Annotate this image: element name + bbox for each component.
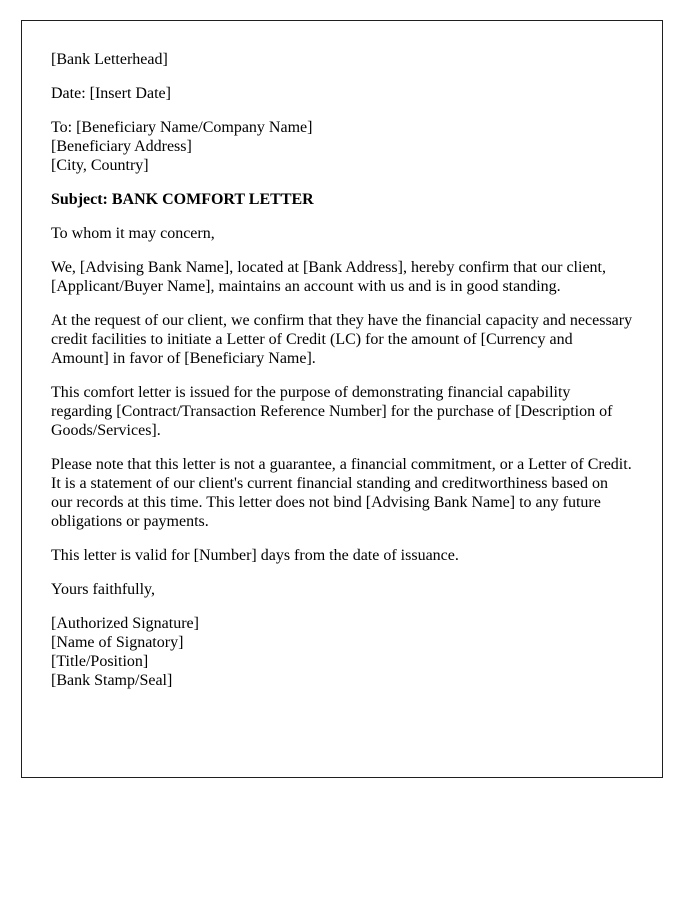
- body-paragraph-confirmation: We, [Advising Bank Name], located at [Bank Address], hereby confirm that our client, [Applicant/Buyer Name], maintains an account with us and is in good standing.: [51, 259, 606, 295]
- letter-document: [21, 20, 663, 778]
- subject-line: Subject: BANK COMFORT LETTER: [51, 191, 314, 208]
- body-paragraph-disclaimer: Please note that this letter is not a guarantee, a financial commitment, or a Letter of Credit. It is a statement of our client's current financial standing and creditworthiness based on our records at this time. This letter does not bind [Advising Bank Name] to any future obligations or payments.: [51, 456, 632, 530]
- body-paragraph-purpose: This comfort letter is issued for the purpose of demonstrating financial capability regarding [Contract/Transaction Reference Number] for the purchase of [Description of Goods/Services].: [51, 384, 613, 439]
- letterhead-placeholder: [Bank Letterhead]: [51, 51, 168, 68]
- date-line: Date: [Insert Date]: [51, 85, 171, 102]
- body-paragraph-financial-capacity: At the request of our client, we confirm that they have the financial capacity and necessary credit facilities to initiate a Letter of Credit (LC) for the amount of [Currency and Amount] in favor of [Beneficiary Name].: [51, 312, 633, 367]
- body-paragraph-validity: This letter is valid for [Number] days from the date of issuance.: [51, 547, 459, 564]
- closing: Yours faithfully,: [51, 581, 156, 598]
- signature-block: [51, 614, 633, 690]
- recipient-line-city-country: [City, Country]: [51, 157, 149, 174]
- signature-line-bank-stamp-seal: [Bank Stamp/Seal]: [51, 672, 173, 689]
- signature-line-name-of-signatory: [Name of Signatory]: [51, 634, 184, 651]
- salutation: To whom it may concern,: [51, 225, 215, 242]
- recipient-line-address: [Beneficiary Address]: [51, 138, 192, 155]
- signature-line-authorized-signature: [Authorized Signature]: [51, 615, 199, 632]
- signature-line-title-position: [Title/Position]: [51, 653, 149, 670]
- recipient-block: [51, 118, 633, 175]
- recipient-line-name: To: [Beneficiary Name/Company Name]: [51, 119, 313, 136]
